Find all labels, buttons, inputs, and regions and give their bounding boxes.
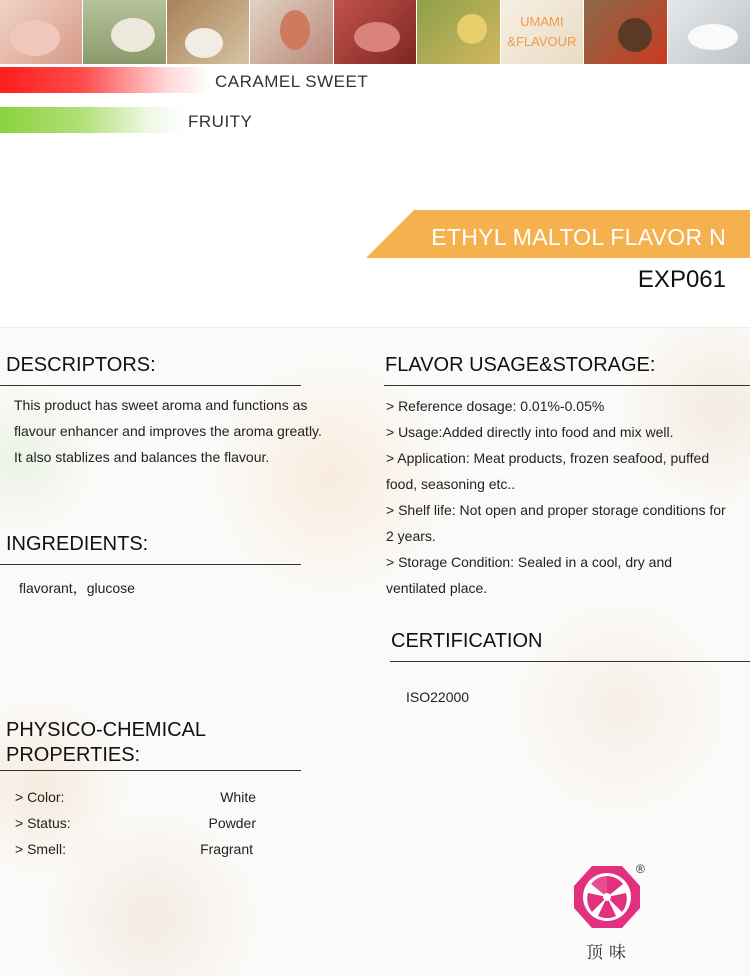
- ingredients-heading: INGREDIENTS:: [6, 533, 149, 555]
- property-key: > Color:: [15, 789, 65, 805]
- certification-text: ISO22000: [406, 689, 470, 705]
- certification-heading: CERTIFICATION: [391, 630, 543, 652]
- properties-heading-line-1: PHYSICO-CHEMICAL: [6, 719, 207, 741]
- caramel-sweet-bar: [0, 67, 210, 93]
- umami-label: UMAMI: [520, 14, 564, 29]
- registered-mark: ®: [636, 862, 645, 876]
- vegetable-photo: [417, 0, 500, 64]
- caramel-sweet-label: CARAMEL SWEET: [215, 72, 369, 91]
- usage-line-7: > Storage Condition: Sealed in a cool, dry and: [386, 554, 673, 570]
- flavour-label: &FLAVOUR: [507, 34, 577, 49]
- usage-line-5: > Shelf life: Not open and proper storage conditions for: [386, 502, 726, 518]
- properties-heading-line-2: PROPERTIES:: [6, 744, 141, 766]
- property-value: Powder: [208, 815, 256, 831]
- beef-photo: [334, 0, 417, 64]
- usage-line-8: ventilated place.: [386, 580, 488, 596]
- usage-line-4: food, seasoning etc..: [386, 476, 516, 492]
- usage-heading: FLAVOR USAGE&STORAGE:: [385, 354, 656, 376]
- category-photo-strip: [0, 0, 750, 64]
- property-value: White: [220, 789, 256, 805]
- sheep-photo: [83, 0, 166, 64]
- citrus-slice-logo-icon: [572, 864, 642, 930]
- property-key: > Status:: [15, 815, 71, 831]
- certification-rule: [390, 661, 750, 662]
- usage-line-2: > Usage:Added directly into food and mix well.: [386, 424, 674, 440]
- usage-line-6: 2 years.: [386, 528, 436, 544]
- product-code: EXP061: [637, 266, 726, 293]
- fruity-label: FRUITY: [188, 112, 253, 131]
- ingredients-rule: [0, 564, 301, 565]
- descriptors-rule: [0, 385, 301, 386]
- seafood-photo: [250, 0, 333, 64]
- powder-photo: [668, 0, 750, 64]
- property-value: Fragrant: [200, 841, 253, 857]
- umami-tile: [501, 0, 584, 64]
- descriptors-line-2: flavour enhancer and improves the aroma greatly.: [14, 423, 322, 439]
- chili-photo: [584, 0, 667, 64]
- usage-line-3: > Application: Meat products, frozen seafood, puffed: [386, 450, 710, 466]
- descriptors-heading: DESCRIPTORS:: [6, 354, 156, 376]
- poultry-photo: [167, 0, 250, 64]
- product-name: ETHYL MALTOL FLAVOR N: [431, 224, 726, 250]
- properties-rule: [0, 770, 301, 771]
- fruity-bar: [0, 107, 185, 133]
- descriptors-line-3: It also stablizes and balances the flavour.: [14, 449, 270, 465]
- descriptors-line-1: This product has sweet aroma and functions as: [14, 397, 308, 413]
- usage-line-1: > Reference dosage: 0.01%-0.05%: [386, 398, 605, 414]
- pork-photo: [0, 0, 83, 64]
- brand-name: 顶味: [586, 943, 632, 963]
- ingredients-text: flavorant，glucose: [19, 580, 135, 596]
- property-key: > Smell:: [15, 841, 66, 857]
- usage-rule: [384, 385, 750, 386]
